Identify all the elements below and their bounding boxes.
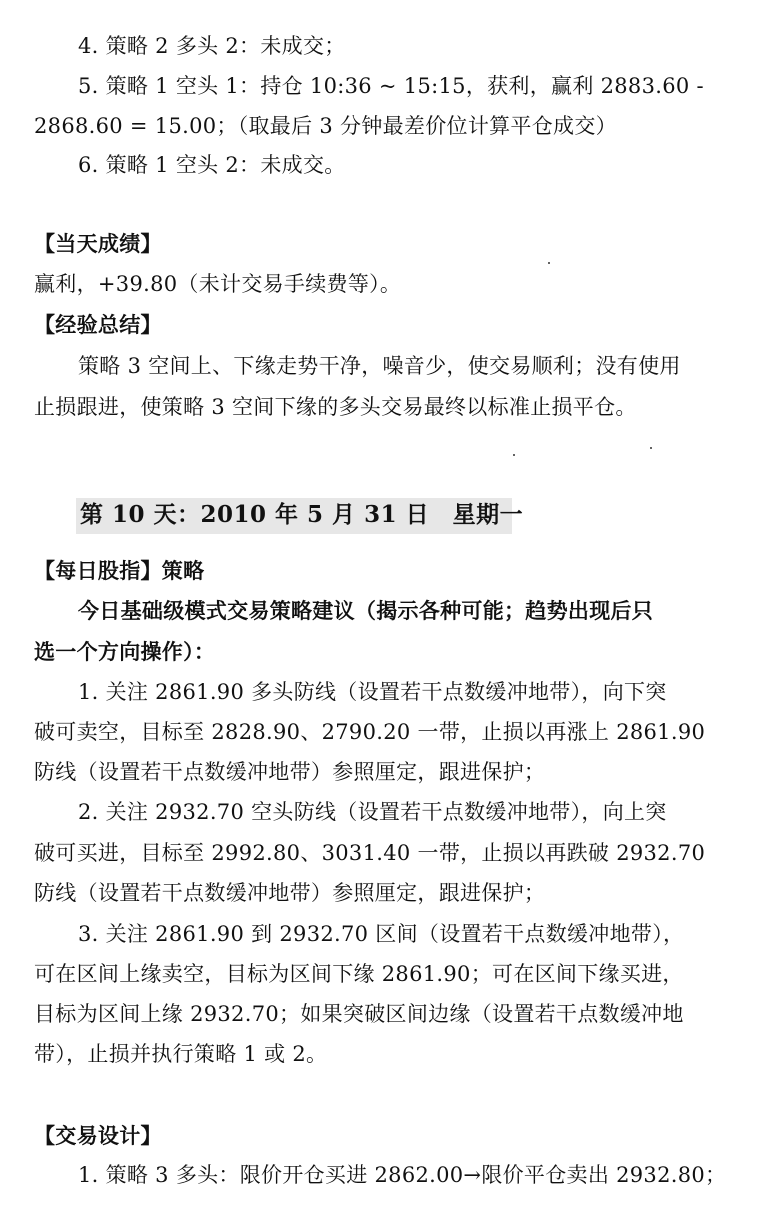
strategy-3-line-4: 带），止损并执行策略 1 或 2。 — [34, 1042, 328, 1066]
experience-text-line-1: 策略 3 空间上、下缘走势干净，噪音少，使交易顺利；没有使用 — [78, 354, 681, 378]
strategy-intro-line-2: 选一个方向操作）： — [34, 639, 216, 664]
strategy-1-line-3: 防线（设置若干点数缓冲地带）参照厘定，跟进保护； — [34, 760, 546, 784]
strategy-3-line-2: 可在区间上缘卖空，目标为区间下缘 2861.90；可在区间下缘买进， — [34, 962, 684, 986]
strategy-3-line-3: 目标为区间上缘 2932.70；如果突破区间边缘（设置若干点数缓冲地 — [34, 1002, 684, 1026]
strategy-intro-line-1: 今日基础级模式交易策略建议（揭示各种可能；趋势出现后只 — [78, 598, 654, 623]
result-line-strategy1-short1: 5. 策略 1 空头 1：持仓 10:36 ~ 15:15，获利，赢利 2883.60 - — [78, 74, 704, 98]
section-heading-daily-index: 【每日股指】策略 — [34, 558, 205, 583]
strategy-1-line-1: 1. 关注 2861.90 多头防线（设置若干点数缓冲地带），向下突 — [78, 680, 667, 704]
result-line-strategy1-short1-cont: 2868.60 = 15.00；（取最后 3 分钟最差价位计算平仓成交） — [34, 114, 617, 138]
strategy-1-line-2: 破可卖空，目标至 2828.90、2790.20 一带，止损以再涨上 2861.90 — [34, 720, 706, 744]
result-line-strategy2-long2: 4. 策略 2 多头 2：未成交； — [78, 34, 346, 58]
print-speck — [650, 447, 652, 449]
section-heading-experience: 【经验总结】 — [34, 312, 162, 337]
daily-result-text: 赢利，+39.80（未计交易手续费等）。 — [34, 272, 402, 296]
print-speck — [513, 454, 515, 456]
section-heading-trade-design: 【交易设计】 — [34, 1123, 162, 1148]
print-speck — [548, 262, 550, 264]
result-line-strategy1-short2: 6. 策略 1 空头 2：未成交。 — [78, 153, 346, 177]
strategy-2-line-1: 2. 关注 2932.70 空头防线（设置若干点数缓冲地带），向上突 — [78, 800, 667, 824]
trade-design-line-1: 1. 策略 3 多头：限价开仓买进 2862.00→限价平仓卖出 2932.80； — [78, 1163, 727, 1187]
experience-text-line-2: 止损跟进，使策略 3 空间下缘的多头交易最终以标准止损平仓。 — [34, 395, 637, 419]
day-heading: 第 10 天：2010 年 5 月 31 日 星期一 — [80, 501, 524, 528]
strategy-3-line-1: 3. 关注 2861.90 到 2932.70 区间（设置若干点数缓冲地带）， — [78, 922, 685, 946]
section-heading-daily-result: 【当天成绩】 — [34, 231, 162, 256]
strategy-2-line-3: 防线（设置若干点数缓冲地带）参照厘定，跟进保护； — [34, 881, 546, 905]
strategy-2-line-2: 破可买进，目标至 2992.80、3031.40 一带，止损以再跌破 2932.70 — [34, 841, 706, 865]
